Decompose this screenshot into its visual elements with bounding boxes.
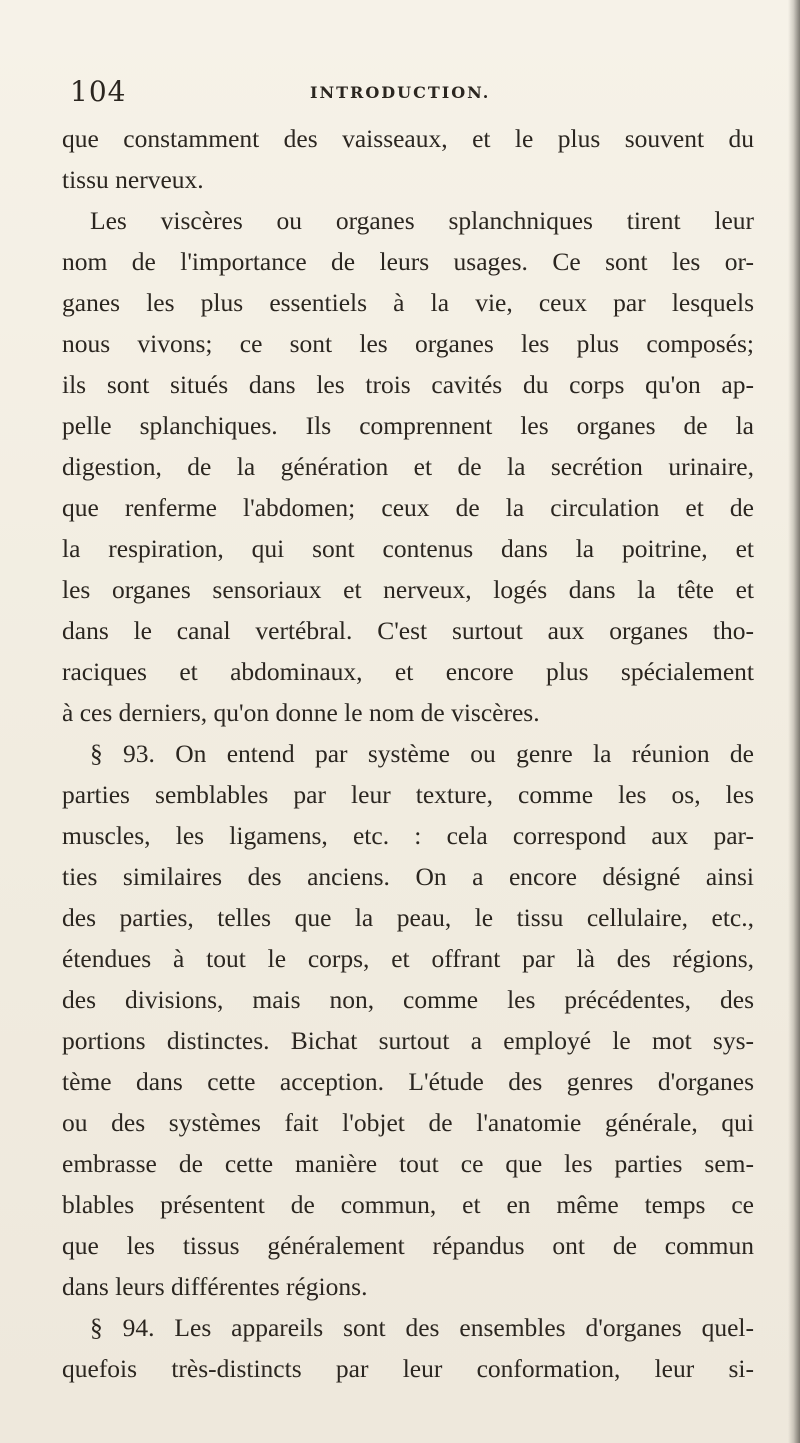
running-title: INTRODUCTION. [310,83,491,102]
text-line: ganes les plus essentiels à la vie, ceux par lesquels [62,288,754,317]
text-line: des parties, telles que la peau, le tissu cellulaire, etc., [62,903,754,932]
text-line: à ces derniers, qu'on donne le nom de viscères. [62,698,540,727]
text-line: que constamment des vaisseaux, et le plus souvent du [62,124,754,153]
text-line: nous vivons; ce sont les organes les plus composés; [62,329,754,358]
text-line: blables présentent de commun, et en même temps ce [62,1190,754,1219]
text-line: ils sont situés dans les trois cavités du corps qu'on ap- [62,370,754,399]
text-line: ou des systèmes fait l'objet de l'anatomie générale, qui [62,1108,754,1137]
text-line: raciques et abdominaux, et encore plus spécialement [62,657,754,686]
text-line: que les tissus généralement répandus ont de commun [62,1231,754,1260]
paragraph-first-line: Les viscères ou organes splanchniques tirent leur [90,206,754,235]
text-line: nom de l'importance de leurs usages. Ce sont les or- [62,247,754,276]
text-line: muscles, les ligamens, etc. : cela correspond aux par- [62,821,754,850]
body-text [62,118,754,1389]
text-line: digestion, de la génération et de la secrétion urinaire, [62,452,754,481]
text-line: pelle splanchiques. Ils comprennent les organes de la [62,411,754,440]
text-line: des divisions, mais non, comme les précédentes, des [62,985,754,1014]
text-line: dans le canal vertébral. C'est surtout aux organes tho- [62,616,754,645]
text-line: embrasse de cette manière tout ce que les parties sem- [62,1149,754,1178]
text-line: la respiration, qui sont contenus dans la poitrine, et [62,534,754,563]
text-line: portions distinctes. Bichat surtout a employé le mot sys- [62,1026,754,1055]
text-line: étendues à tout le corps, et offrant par là des régions, [62,944,754,973]
text-line: dans leurs différentes régions. [62,1272,368,1301]
section-93-first-line: § 93. On entend par système ou genre la réunion de [90,739,754,768]
section-94-first-line: § 94. Les appareils sont des ensembles d'organes quel- [90,1313,754,1342]
page-number: 104 [70,75,127,108]
running-head [70,76,750,116]
text-line: tème dans cette acception. L'étude des genres d'organes [62,1067,754,1096]
text-line: que renferme l'abdomen; ceux de la circulation et de [62,493,754,522]
page-edge-shadow [788,0,800,1443]
text-line: parties semblables par leur texture, comme les os, les [62,780,754,809]
text-line: tissu nerveux. [62,165,204,194]
text-line: les organes sensoriaux et nerveux, logés dans la tête et [62,575,754,604]
text-line: ties similaires des anciens. On a encore désigné ainsi [62,862,754,891]
text-line: quefois très-distincts par leur conformation, leur si- [62,1354,754,1383]
